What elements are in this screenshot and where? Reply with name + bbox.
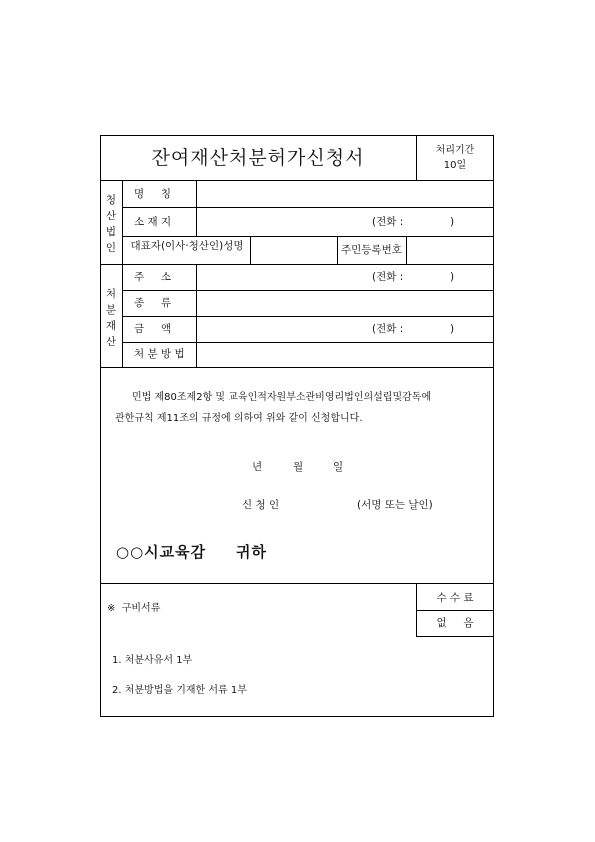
- divider: [406, 236, 407, 264]
- divider: [416, 583, 417, 636]
- address-label: 주 소: [134, 271, 171, 283]
- fee-label: 수 수 료: [436, 592, 474, 604]
- location-phone-note: (전화 : ): [372, 216, 455, 228]
- signature-note: (서명 또는 날인): [357, 499, 433, 511]
- divider: [100, 583, 494, 584]
- divider: [122, 207, 494, 208]
- required-document-2: 2. 처분방법을 기재한 서류 1부: [112, 685, 247, 696]
- divider: [196, 264, 197, 367]
- section-corporation-label: 청산법인: [105, 194, 117, 254]
- recipient-name: ○○시교육감: [116, 543, 207, 561]
- date-month: 월: [293, 461, 304, 473]
- recipient-suffix: 귀하: [236, 543, 267, 561]
- divider: [337, 236, 338, 264]
- divider: [416, 636, 494, 637]
- divider: [100, 367, 494, 368]
- kind-label: 종 류: [134, 297, 171, 309]
- divider: [416, 135, 417, 180]
- divider: [122, 180, 123, 367]
- name-label: 명 칭: [134, 188, 171, 200]
- divider: [100, 180, 494, 181]
- date-year: 년: [252, 461, 263, 473]
- divider: [122, 316, 494, 317]
- resident-number-label: 주민등록번호: [341, 244, 402, 256]
- processing-period-value: 10일: [443, 160, 467, 171]
- applicant-label: 신 청 인: [242, 499, 280, 511]
- representative-label: 대표자(이사·청산인)성명: [130, 240, 244, 252]
- disposal-method-label: 처 분 방 법: [134, 348, 185, 360]
- body-line-2: 관한규칙 제11조의 규정에 의하여 위와 같이 신청합니다.: [115, 413, 363, 424]
- required-documents-title: ※ 구비서류: [107, 603, 161, 614]
- date-day: 일: [333, 461, 344, 473]
- divider: [122, 236, 494, 237]
- divider: [122, 342, 494, 343]
- divider: [100, 264, 494, 265]
- amount-phone-note: (전화 : ): [372, 323, 455, 335]
- form-title: 잔여재산처분허가신청서: [151, 147, 365, 169]
- address-phone-note: (전화 : ): [372, 271, 455, 283]
- location-label: 소 재 지: [134, 216, 172, 228]
- divider: [122, 290, 494, 291]
- processing-period-label: 처리기간: [435, 145, 475, 156]
- section-property-label: 처분재산: [105, 288, 117, 348]
- fee-value: 없 음: [436, 617, 474, 629]
- required-document-1: 1. 처분사유서 1부: [112, 655, 193, 666]
- divider: [416, 610, 494, 611]
- divider: [250, 236, 251, 264]
- divider: [196, 180, 197, 236]
- body-line-1: 민법 제80조제2항 및 교육인적자원부소관비영리법인의설립및감독에: [132, 392, 432, 403]
- amount-label: 금 액: [134, 323, 171, 335]
